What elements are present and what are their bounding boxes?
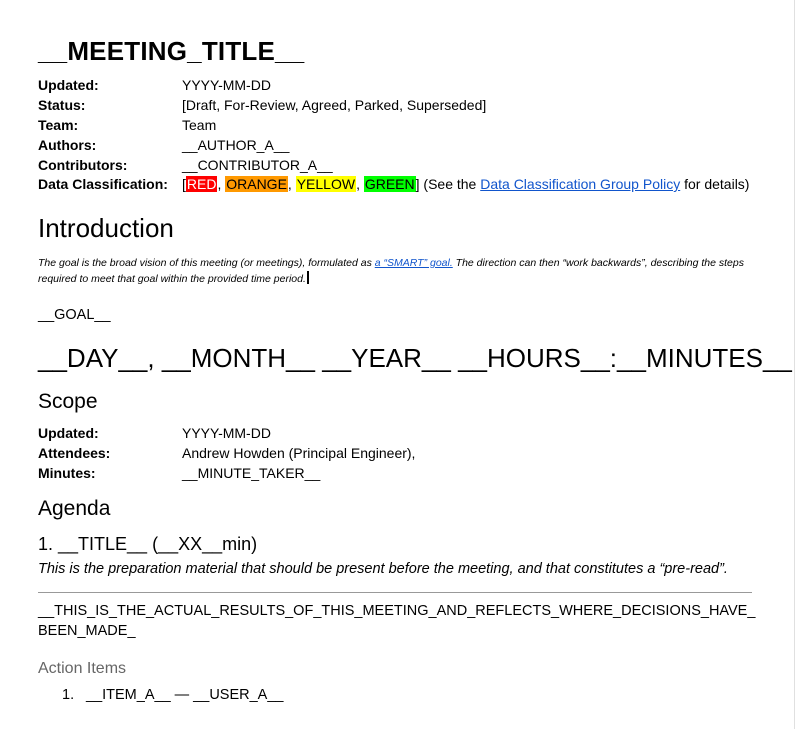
introduction-paragraph[interactable] — [38, 256, 758, 287]
scope-value-updated[interactable]: YYYY-MM-DD — [182, 425, 271, 441]
scope-key-updated: Updated: — [38, 425, 99, 441]
meta-key-classification: Data Classification: — [38, 176, 168, 192]
classification-yellow-highlight: YELLOW — [296, 176, 356, 192]
action-items-heading[interactable]: Action Items — [38, 660, 127, 677]
meta-value-team[interactable]: Team — [182, 117, 217, 133]
classification-red-highlight: RED — [186, 176, 217, 192]
introduction-heading[interactable]: Introduction — [38, 213, 174, 243]
action-item[interactable] — [62, 687, 283, 703]
meeting-results-text[interactable]: __THIS_IS_THE_ACTUAL_RESULTS_OF_THIS_MEETING_AND_REFLECTS_WHERE_DECISIONS_HAVE_BEEN_MADE_ — [38, 603, 756, 639]
meta-value-classification[interactable] — [182, 176, 749, 192]
action-item-text[interactable]: __ITEM_A__ — __USER_A__ — [86, 687, 284, 703]
intro-text-start: The goal is the broad vision of this meeting (or meetings), formulated as — [38, 257, 375, 269]
meta-value-status[interactable]: [Draft, For-Review, Agreed, Parked, Superseded] — [182, 97, 487, 113]
scope-key-minutes: Minutes: — [38, 465, 96, 481]
meta-value-authors[interactable]: __AUTHOR_A__ — [182, 137, 290, 153]
intro-text-end: The direction can then “work backwards”, describing the steps required to meet that goal within the provided time period. — [38, 257, 744, 285]
scope-key-attendees: Attendees: — [38, 445, 111, 461]
meta-key-contributors: Contributors: — [38, 157, 128, 173]
scope-heading[interactable]: Scope — [38, 390, 98, 413]
classification-details-text: for details) — [680, 176, 750, 192]
classification-green-highlight: GREEN — [364, 176, 415, 192]
meta-value-updated[interactable]: YYYY-MM-DD — [182, 77, 271, 93]
meeting-datetime-heading[interactable]: __DAY__, __MONTH__ __YEAR__ __HOURS__:__MINUTES__ — [38, 343, 792, 373]
agenda-heading[interactable]: Agenda — [38, 497, 111, 520]
meta-value-contributors[interactable]: __CONTRIBUTOR_A__ — [182, 157, 333, 173]
meta-key-authors: Authors: — [38, 137, 97, 153]
classification-orange-highlight: ORANGE — [226, 176, 287, 192]
separator: , — [287, 176, 296, 192]
separator: , — [356, 176, 364, 192]
bracket-open: [ — [182, 176, 186, 192]
text-cursor — [307, 271, 309, 284]
data-classification-policy-link[interactable]: Data Classification Group Policy — [480, 176, 681, 192]
preparation-text[interactable]: This is the preparation material that should be present before the meeting, and that constitutes a “pre-read”. — [38, 561, 728, 577]
separator: , — [217, 176, 226, 192]
meeting-title[interactable]: __MEETING_TITLE__ — [38, 36, 305, 66]
smart-goal-link[interactable]: a “SMART” goal. — [374, 257, 453, 269]
horizontal-divider — [38, 592, 752, 593]
scope-value-minutes[interactable]: __MINUTE_TAKER__ — [182, 465, 321, 481]
classification-see-text: ] (See the — [415, 176, 481, 192]
meta-key-status: Status: — [38, 97, 86, 113]
scope-value-attendees[interactable]: Andrew Howden (Principal Engineer), — [182, 445, 416, 461]
agenda-item-title[interactable]: 1. __TITLE__ (__XX__min) — [38, 534, 258, 554]
action-item-number: 1. — [62, 687, 75, 703]
meta-key-team: Team: — [38, 117, 79, 133]
goal-text[interactable]: __GOAL__ — [38, 307, 111, 323]
meta-key-updated: Updated: — [38, 77, 99, 93]
